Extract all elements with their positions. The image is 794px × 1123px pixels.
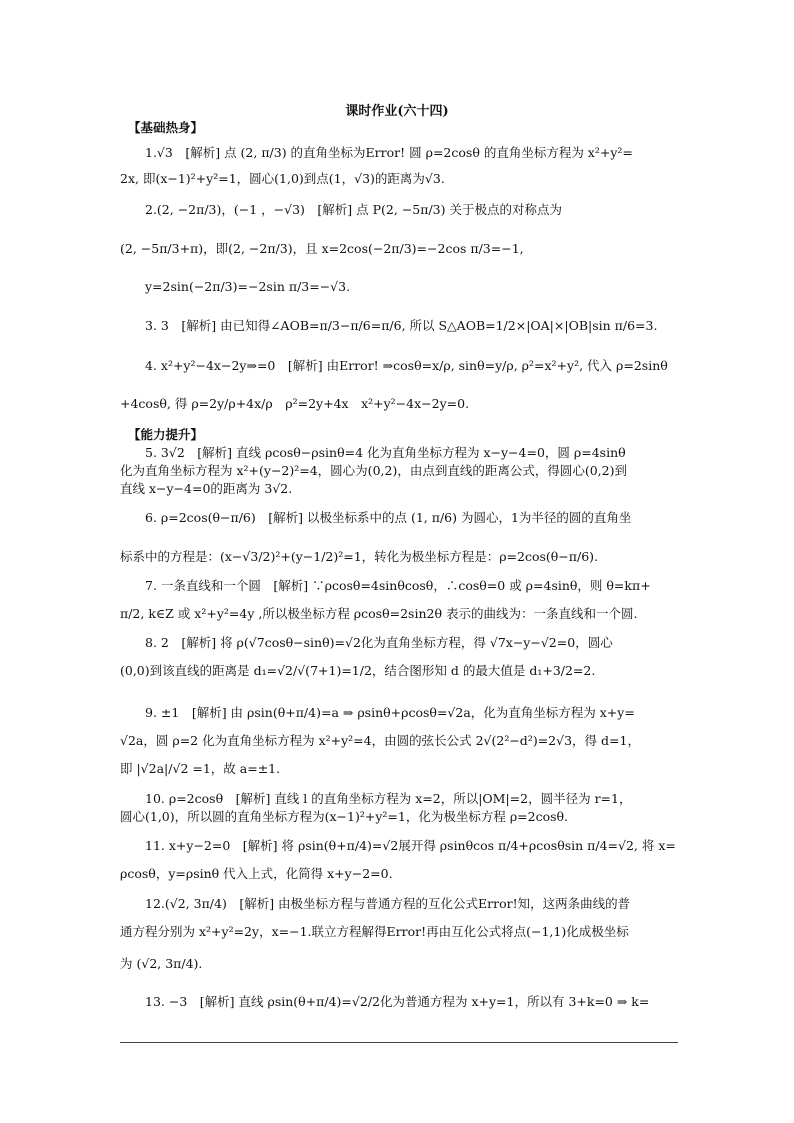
solution-line-3: 2.(2, −2π/3)，(−1 ，−√3) [解析] 点 P(2, −5π/3) 关于极点的对称点为 xyxy=(145,202,562,217)
solution-line-22: 圆心(1,0)，所以圆的直角坐标方程为(x−1)²+y²=1，化为极坐标方程 ρ=2cosθ. xyxy=(120,809,569,824)
solution-line-1: 1.√3 [解析] 点 (2, π/3) 的直角坐标为Error! 圆 ρ=2cosθ 的直角坐标方程为 x²+y²= xyxy=(145,145,633,160)
solution-line-11: 直线 x−y−4=0的距离为 3√2. xyxy=(120,481,293,496)
solution-line-20: 即 |√2a|/√2 =1，故 a=±1. xyxy=(120,761,281,776)
solution-line-28: 13. −3 [解析] 直线 ρsin(θ+π/4)=√2/2化为普通方程为 x+y=1，所以有 3+k=0 ⇒ k= xyxy=(145,994,650,1009)
solution-line-26: 通方程分别为 x²+y²=2y，x=−1.联立方程解得Error!再由互化公式将点(−1,1)化成极坐标 xyxy=(120,924,629,939)
section-heading-advanced: 【能力提升】 xyxy=(128,427,204,442)
solution-line-21: 10. ρ=2cosθ [解析] 直线 l 的直角坐标方程为 x=2，所以|OM|=2，圆半径为 r=1， xyxy=(145,791,632,806)
solution-line-5: y=2sin(−2π/3)=−2sin π/3=−√3. xyxy=(145,279,351,294)
solution-line-25: 12.(√2, 3π/4) [解析] 由极坐标方程与普通方程的互化公式Error!知，这两条曲线的普 xyxy=(145,896,631,911)
solution-line-8: +4cosθ, 得 ρ=2y/ρ+4x/ρ ρ²=2y+4x x²+y²−4x−2y=0. xyxy=(120,396,470,411)
page-title: 课时作业(六十四) xyxy=(345,104,449,119)
solution-line-19: √2a，圆 ρ=2 化为直角坐标方程为 x²+y²=4，由圆的弦长公式 2√(2²−d²)=2√3，得 d=1， xyxy=(120,733,640,748)
solution-line-27: 为 (√2, 3π/4). xyxy=(120,956,203,971)
solution-line-23: 11. x+y−2=0 [解析] 将 ρsin(θ+π/4)=√2展开得 ρsinθcos π/4+ρcosθsin π/4=√2, 将 x= xyxy=(145,838,676,853)
solution-line-14: 7. 一条直线和一个圆 [解析] ∵ρcosθ=4sinθcosθ，∴cosθ=0 或 ρ=4sinθ，则 θ=kπ+ xyxy=(145,578,651,593)
solution-line-17: (0,0)到该直线的距离是 d₁=√2/√(7+1)=1/2，结合图形知 d 的最大值是 d₁+3/2=2. xyxy=(120,663,596,678)
solution-line-4: (2, −5π/3+π)，即(2, −2π/3)，且 x=2cos(−2π/3)=−2cos π/3=−1, xyxy=(120,241,524,256)
solution-line-15: π/2, k∈Z 或 x²+y²=4y ,所以极坐标方程 ρcosθ=2sin2θ 表示的曲线为：一条直线和一个圆. xyxy=(120,606,638,621)
solution-line-10: 化为直角坐标方程为 x²+(y−2)²=4，圆心为(0,2)，由点到直线的距离公式，得圆心(0,2)到 xyxy=(120,463,627,478)
solution-line-18: 9. ±1 [解析] 由 ρsin(θ+π/4)=a ⇒ ρsinθ+ρcosθ=√2a，化为直角坐标方程为 x+y= xyxy=(145,705,635,720)
solution-line-12: 6. ρ=2cos(θ−π/6) [解析] 以极坐标系中的点 (1, π/6) 为圆心，1为半径的圆的直角坐 xyxy=(145,510,632,525)
solution-line-2: 2x, 即(x−1)²+y²=1，圆心(1,0)到点(1，√3)的距离为√3. xyxy=(120,171,445,186)
solution-line-13: 标系中的方程是：(x−√3/2)²+(y−1/2)²=1，转化为极坐标方程是：ρ=2cos(θ−π/6). xyxy=(120,549,599,564)
solution-line-7: 4. x²+y²−4x−2y⇒=0 [解析] 由Error! ⇒cosθ=x/ρ, sinθ=y/ρ, ρ²=x²+y², 代入 ρ=2sinθ xyxy=(145,358,668,373)
solution-line-24: ρcosθ，y=ρsinθ 代入上式，化简得 x+y−2=0. xyxy=(120,866,393,881)
footer-divider xyxy=(120,1042,678,1043)
solution-line-16: 8. 2 [解析] 将 ρ(√7cosθ−sinθ)=√2化为直角坐标方程，得 √7x−y−√2=0，圆心 xyxy=(145,635,613,650)
solution-line-9: 5. 3√2 [解析] 直线 ρcosθ−ρsinθ=4 化为直角坐标方程为 x−y−4=0，圆 ρ=4sinθ xyxy=(145,445,626,460)
section-heading-basic: 【基础热身】 xyxy=(128,120,204,135)
solution-line-6: 3. 3 [解析] 由已知得∠AOB=π/3−π/6=π/6, 所以 S△AOB=1/2×|OA|×|OB|sin π/6=3. xyxy=(145,318,658,333)
